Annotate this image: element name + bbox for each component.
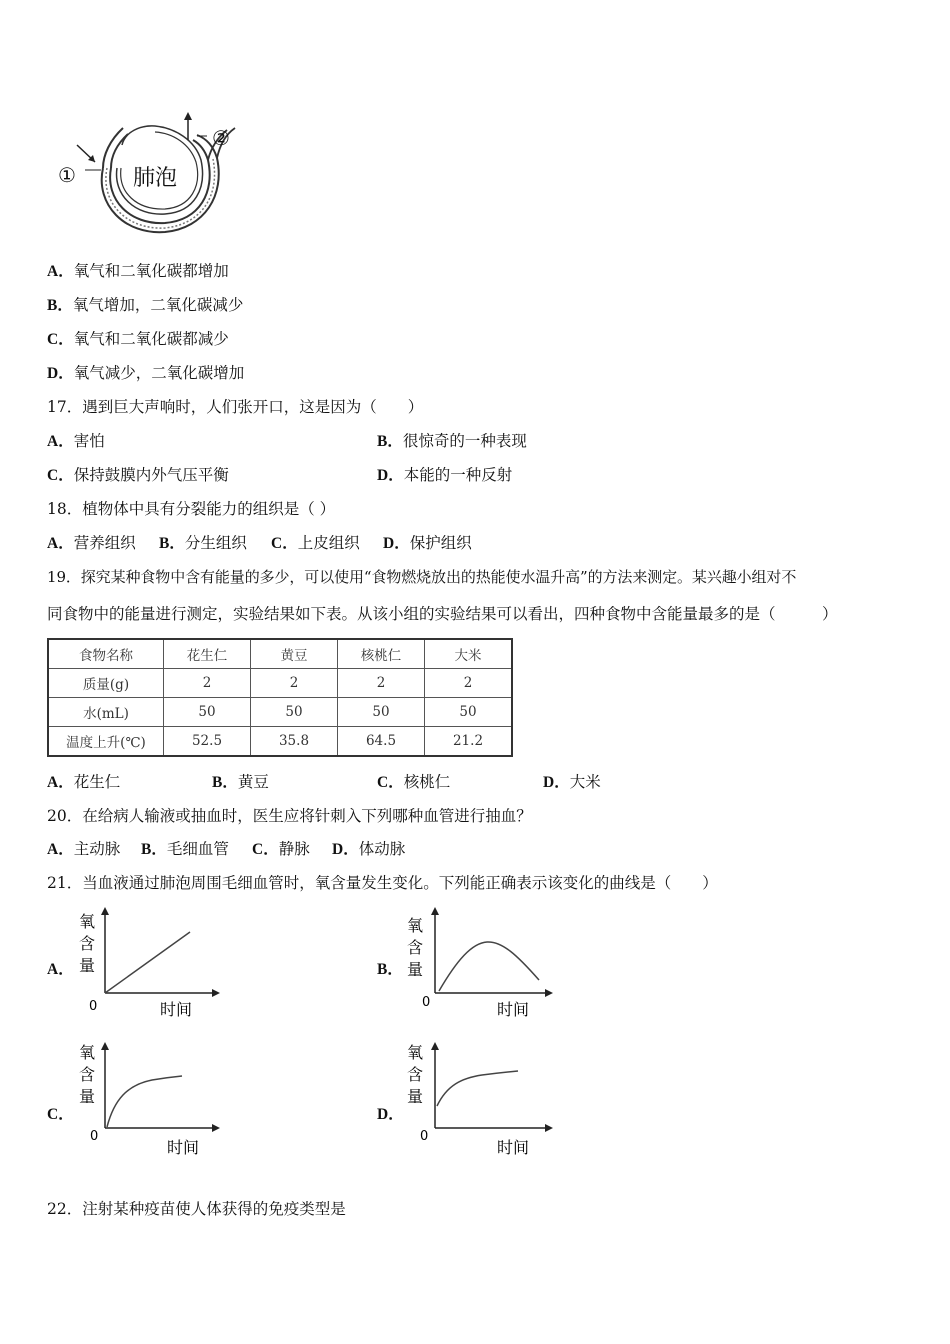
q19-option-c[interactable]: C．核桃仁 (377, 773, 451, 791)
table-cell: 2 (425, 669, 513, 698)
label-2: ② (212, 126, 230, 150)
q21-stem: 21．当血液通过肺泡周围毛细血管时，氧含量发生变化。下列能正确表示该变化的曲线是（ ） (47, 874, 718, 892)
q19-option-b[interactable]: B．黄豆 (212, 773, 269, 791)
svg-text:氧: 氧 (407, 916, 424, 935)
q18-option-c[interactable]: C．上皮组织 (271, 534, 360, 552)
q20-option-a[interactable]: A．主动脉 (47, 840, 121, 858)
q16-option-d[interactable]: D．氧气减少，二氧化碳增加 (47, 364, 245, 382)
svg-text:氧: 氧 (407, 1043, 424, 1062)
q19-stem-line1: 19．探究某种食物中含有能量的多少，可以使用“食物燃烧放出的热能使水温升高”的方法来测定。某兴趣小组对不 (47, 568, 797, 586)
food-energy-table (47, 638, 513, 757)
table-cell: 核桃仁 (338, 639, 425, 669)
table-cell: 35.8 (251, 727, 338, 757)
alveolus-diagram (55, 110, 245, 245)
table-cell: 食物名称 (48, 639, 164, 669)
svg-text:氧: 氧 (79, 1043, 96, 1062)
table-cell: 水(mL) (48, 698, 164, 727)
svg-text:量: 量 (79, 956, 96, 975)
alveolus-label: 肺泡 (133, 166, 178, 191)
table-cell: 52.5 (164, 727, 251, 757)
table-cell: 21.2 (425, 727, 513, 757)
q17-option-c[interactable]: C．保持鼓膜内外气压平衡 (47, 466, 229, 484)
q17-option-d[interactable]: D．本能的一种反射 (377, 466, 513, 484)
svg-text:含: 含 (407, 1065, 424, 1084)
q20-option-c[interactable]: C．静脉 (252, 840, 310, 858)
q16-option-b[interactable]: B．氧气增加，二氧化碳减少 (47, 296, 244, 314)
svg-text:时间: 时间 (160, 1000, 193, 1019)
q21-graph-c[interactable] (72, 1040, 222, 1160)
q21-graph-d[interactable] (402, 1040, 557, 1160)
table-cell: 黄豆 (251, 639, 338, 669)
q17-option-b[interactable]: B．很惊奇的一种表现 (377, 432, 527, 450)
q18-option-b[interactable]: B．分生组织 (159, 534, 247, 552)
q20-option-b[interactable]: B．毛细血管 (141, 840, 229, 858)
q20-stem: 20．在给病人输液或抽血时，医生应将针刺入下列哪种血管进行抽血？ (47, 807, 532, 825)
table-cell: 50 (251, 698, 338, 727)
q22-stem: 22．注射某种疫苗使人体获得的免疫类型是 (47, 1200, 346, 1218)
q21-option-c-key[interactable]: C． (47, 1106, 74, 1123)
q19-stem-line2: 同食物中的能量进行测定，实验结果如下表。从该小组的实验结果可以看出，四种食物中含能量最多的是（ ） (47, 605, 838, 623)
q21-option-d-key[interactable]: D． (377, 1106, 404, 1123)
q19-option-a[interactable]: A．花生仁 (47, 773, 121, 791)
table-row (48, 669, 512, 698)
q19-option-d[interactable]: D．大米 (543, 773, 601, 791)
table-row (48, 698, 512, 727)
q20-option-d[interactable]: D．体动脉 (332, 840, 406, 858)
q17-stem: 17．遇到巨大声响时，人们张开口，这是因为（ ） (47, 398, 424, 416)
q18-option-a[interactable]: A．营养组织 (47, 534, 136, 552)
q16-option-c[interactable]: C．氧气和二氧化碳都减少 (47, 330, 229, 348)
q17-option-a[interactable]: A．害怕 (47, 432, 105, 450)
svg-text:0: 0 (89, 999, 98, 1014)
svg-text:量: 量 (407, 960, 424, 979)
svg-text:时间: 时间 (497, 1138, 530, 1157)
table-cell: 花生仁 (164, 639, 251, 669)
q16-option-a[interactable]: A．氧气和二氧化碳都增加 (47, 262, 229, 280)
svg-text:0: 0 (422, 995, 431, 1010)
table-cell: 50 (164, 698, 251, 727)
q18-stem: 18．植物体中具有分裂能力的组织是（ ） (47, 500, 336, 518)
label-1: ① (58, 163, 76, 187)
q21-graph-a[interactable] (72, 905, 222, 1020)
table-header-row (48, 639, 512, 669)
q21-graph-b[interactable] (402, 905, 557, 1020)
svg-text:氧: 氧 (79, 912, 96, 931)
svg-text:0: 0 (420, 1129, 429, 1144)
svg-text:0: 0 (90, 1129, 99, 1144)
table-cell: 50 (425, 698, 513, 727)
q21-option-a-key[interactable]: A． (47, 961, 74, 978)
svg-text:量: 量 (407, 1087, 424, 1106)
svg-text:含: 含 (79, 1065, 96, 1084)
svg-text:含: 含 (79, 934, 96, 953)
q21-option-b-key[interactable]: B． (377, 961, 403, 978)
svg-text:时间: 时间 (167, 1138, 200, 1157)
table-cell: 50 (338, 698, 425, 727)
q18-option-d[interactable]: D．保护组织 (383, 534, 472, 552)
table-row (48, 727, 512, 757)
svg-text:时间: 时间 (497, 1000, 530, 1019)
svg-text:含: 含 (407, 938, 424, 957)
table-cell: 大米 (425, 639, 513, 669)
table-cell: 2 (164, 669, 251, 698)
table-cell: 2 (251, 669, 338, 698)
table-cell: 温度上升(℃) (48, 727, 164, 757)
svg-text:量: 量 (79, 1087, 96, 1106)
table-cell: 质量(g) (48, 669, 164, 698)
table-cell: 2 (338, 669, 425, 698)
table-cell: 64.5 (338, 727, 425, 757)
